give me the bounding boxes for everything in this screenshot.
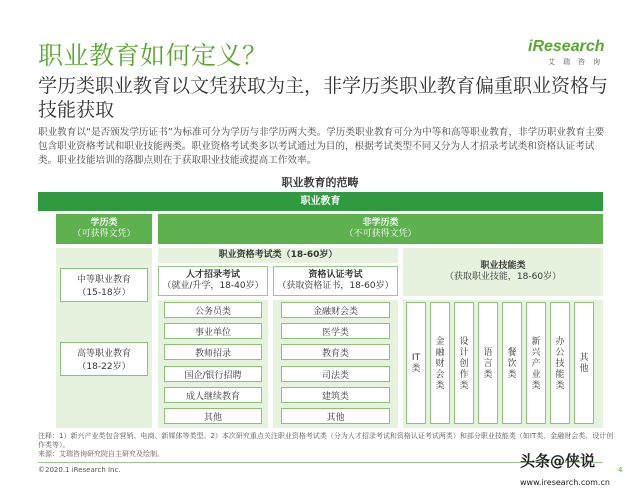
cert-item: 医学类 (281, 323, 390, 339)
iresearch-logo (528, 38, 608, 67)
copyright: ©2020.1 iResearch Inc. (38, 466, 121, 474)
recruit-item: 公务员类 (164, 302, 262, 318)
skill-header (403, 248, 603, 296)
secondary-age: （15-18岁） (77, 288, 131, 298)
cert-exam-header (273, 266, 398, 296)
skill-item: 语言类 (478, 302, 498, 424)
secondary-name: 中等职业教育 (76, 275, 131, 285)
skill-item: 其他 (574, 302, 594, 424)
qualification-header: 职业资格考试类（18-60岁） (158, 248, 398, 263)
page-title: 职业教育如何定义？ (38, 41, 268, 70)
skill-item: 设计创作类 (454, 302, 474, 424)
cert-item: 金融财会类 (281, 302, 390, 318)
footnote-notes: 注释：1）新兴产业类包含营销、电商、新媒体等类型。2）本次研究重点关注职业资格考试类（分为人才招录考试和资格认证考试两类）和部分职业技能类（如IT类、金融财会类、设计创作类等）。 (38, 432, 614, 449)
watermark-site: www.iresearch.com.cn (520, 478, 610, 487)
cert-item: 司法类 (281, 366, 390, 382)
cert-title: 资格认证考试 (308, 270, 363, 280)
academic-note: （可获得文凭） (72, 229, 136, 239)
skill-item: 餐饮类 (502, 302, 522, 424)
recruit-item: 其他 (164, 408, 262, 424)
intro-paragraph: 职业教育以“是否颁发学历证书”为标准可分为学历与非学历两大类。学历类职业教育可分为中等和高等职业教育，非学历职业教育主要包含职业资格考试和职业技能两类。职业资格考试类多以考试通过为目的，根据考试类型不同又分为人才招录考试类和资格认证考试类。职业技能培训的落脚点则在于获取职业技能或提高工作效率。 (38, 127, 605, 166)
recruit-item: 事业单位 (164, 323, 262, 339)
watermark-brand: 头条 (520, 452, 551, 470)
skill-note: （获取职业技能，18-60岁） (444, 272, 562, 282)
secondary-vocational-box (60, 268, 148, 302)
skill-item: IT类 (406, 302, 426, 424)
recruit-item: 成人继续教育 (164, 387, 262, 403)
skill-item: 办公技能类 (550, 302, 570, 424)
root-node: 职业教育 (38, 192, 603, 211)
non-academic-note: （不可获得文凭） (344, 229, 417, 239)
cert-item: 教育类 (281, 344, 390, 360)
footer-divider (38, 462, 603, 463)
cert-note: （获取资格证书，18-60岁） (277, 281, 394, 291)
recruit-item: 国企/银行招聘 (164, 366, 262, 382)
watermark-handle: @侠说 (550, 452, 596, 470)
cert-item: 其他 (281, 408, 390, 424)
logo-subtitle: 艾瑞咨询 (548, 58, 608, 66)
footnote-source: 来源：艾瑞咨询研究院自主研究及绘制。 (38, 450, 164, 458)
recruit-note: （就业/升学，18-40岁） (162, 281, 264, 291)
skill-item: 新兴产业类 (526, 302, 546, 424)
non-academic-header (158, 214, 603, 244)
recruit-item: 教师招录 (164, 344, 262, 360)
skill-title: 职业技能类 (480, 261, 526, 271)
higher-vocational-box (60, 342, 148, 376)
non-academic-title: 非学历类 (362, 218, 399, 228)
subtitle: 学历类职业教育以文凭获取为主，非学历类职业教育偏重职业资格与技能获取 (38, 75, 609, 121)
recruit-title: 人才招录考试 (185, 270, 240, 280)
cert-item: 建筑类 (281, 387, 390, 403)
watermark (520, 450, 610, 489)
higher-age: （18-22岁） (77, 362, 131, 372)
logo-name: iResearch (528, 38, 605, 55)
page-number: 4 (618, 466, 623, 474)
diagram-title: 职业教育的范畴 (281, 176, 359, 189)
higher-name: 高等职业教育 (76, 349, 131, 359)
academic-title: 学历类 (90, 218, 118, 228)
academic-header (56, 214, 152, 244)
recruit-exam-header (158, 266, 268, 296)
skill-item: 金融财会类 (430, 302, 450, 424)
